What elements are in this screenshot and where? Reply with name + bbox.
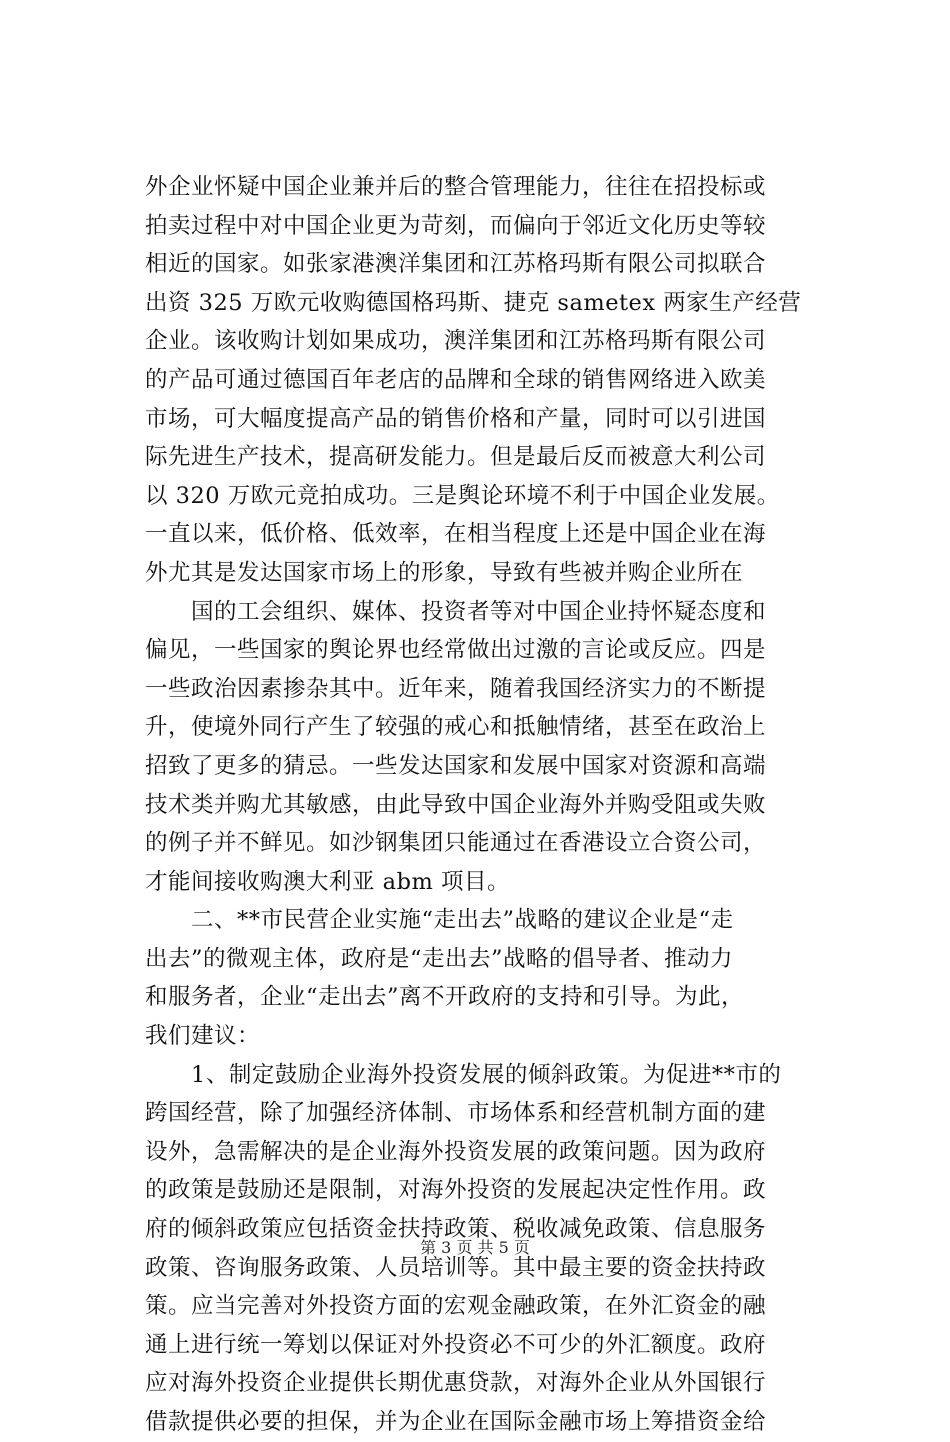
text-line: 一直以来，低价格、低效率，在相当程度上还是中国企业在海	[145, 521, 767, 548]
text-line: 的产品可通过德国百年老店的品牌和全球的销售网络进入欧美	[145, 366, 767, 393]
text-line: 设外，急需解决的是企业海外投资发展的政策问题。因为政府	[145, 1138, 767, 1165]
text-line: 的政策是鼓励还是限制，对海外投资的发展起决定性作用。政	[145, 1177, 767, 1204]
text-line: 一些政治因素掺杂其中。近年来，随着我国经济实力的不断提	[145, 675, 767, 702]
text-line: 拍卖过程中对中国企业更为苛刻，而偏向于邻近文化历史等较	[145, 212, 767, 239]
text-line: 出去”的微观主体，政府是“走出去”战略的倡导者、推动力	[145, 945, 734, 972]
text-line: 借款提供必要的担保，并为企业在国际金融市场上筹措资金给	[145, 1409, 767, 1435]
text-line: 升，使境外同行产生了较强的戒心和抵触情绪，甚至在政治上	[145, 714, 767, 741]
text-line: 外尤其是发达国家市场上的形象，导致有些被并购企业所在	[145, 559, 744, 586]
page-footer	[0, 1235, 950, 1258]
text-line: 的例子并不鲜见。如沙钢集团只能通过在香港设立合资公司，	[145, 830, 767, 857]
text-line: 相近的国家。如张家港澳洋集团和江苏格玛斯有限公司拟联合	[145, 251, 767, 278]
text-line: 1、制定鼓励企业海外投资发展的倾斜政策。为促进**市的	[145, 1061, 782, 1088]
text-line: 和服务者，企业“走出去”离不开政府的支持和引导。为此，	[145, 984, 745, 1011]
text-line: 才能间接收购澳大利亚 abm 项目。	[145, 868, 510, 895]
text-line: 技术类并购尤其敏感，由此导致中国企业海外并购受阻或失败	[145, 791, 767, 818]
text-line: 跨国经营，除了加强经济体制、市场体系和经营机制方面的建	[145, 1100, 767, 1127]
text-line: 府的倾斜政策应包括资金扶持政策、税收减免政策、信息服务	[145, 1216, 767, 1243]
text-line: 企业。该收购计划如果成功，澳洋集团和江苏格玛斯有限公司	[145, 328, 767, 355]
text-line: 以 320 万欧元竞拍成功。三是舆论环境不利于中国企业发展。	[145, 482, 780, 509]
text-line: 际先进生产技术，提高研发能力。但是最后反而被意大利公司	[145, 444, 767, 471]
page-number: 第 3 页 共 5 页	[420, 1238, 530, 1257]
text-line: 应对海外投资企业提供长期优惠贷款，对海外企业从外国银行	[145, 1370, 767, 1397]
text-line: 国的工会组织、媒体、投资者等对中国企业持怀疑态度和	[145, 598, 767, 625]
text-line: 招致了更多的猜忌。一些发达国家和发展中国家对资源和高端	[145, 752, 767, 779]
text-line: 二、**市民营企业实施“走出去”战略的建议企业是“走	[145, 907, 734, 934]
text-line: 政策、咨询服务政策、人员培训等。其中最主要的资金扶持政	[145, 1254, 767, 1281]
text-line: 策。应当完善对外投资方面的宏观金融政策，在外汇资金的融	[145, 1293, 767, 1320]
text-line: 我们建议：	[145, 1023, 261, 1050]
text-line: 外企业怀疑中国企业兼并后的整合管理能力，往往在招投标或	[145, 174, 767, 200]
text-line: 出资 325 万欧元收购德国格玛斯、捷克 sametex 两家生产经营	[145, 289, 802, 316]
text-line: 市场，可大幅度提高产品的销售价格和产量，同时可以引进国	[145, 405, 767, 432]
text-line: 偏见，一些国家的舆论界也经常做出过激的言论或反应。四是	[145, 637, 767, 664]
text-line: 通上进行统一筹划以保证对外投资必不可少的外汇额度。政府	[145, 1331, 767, 1358]
